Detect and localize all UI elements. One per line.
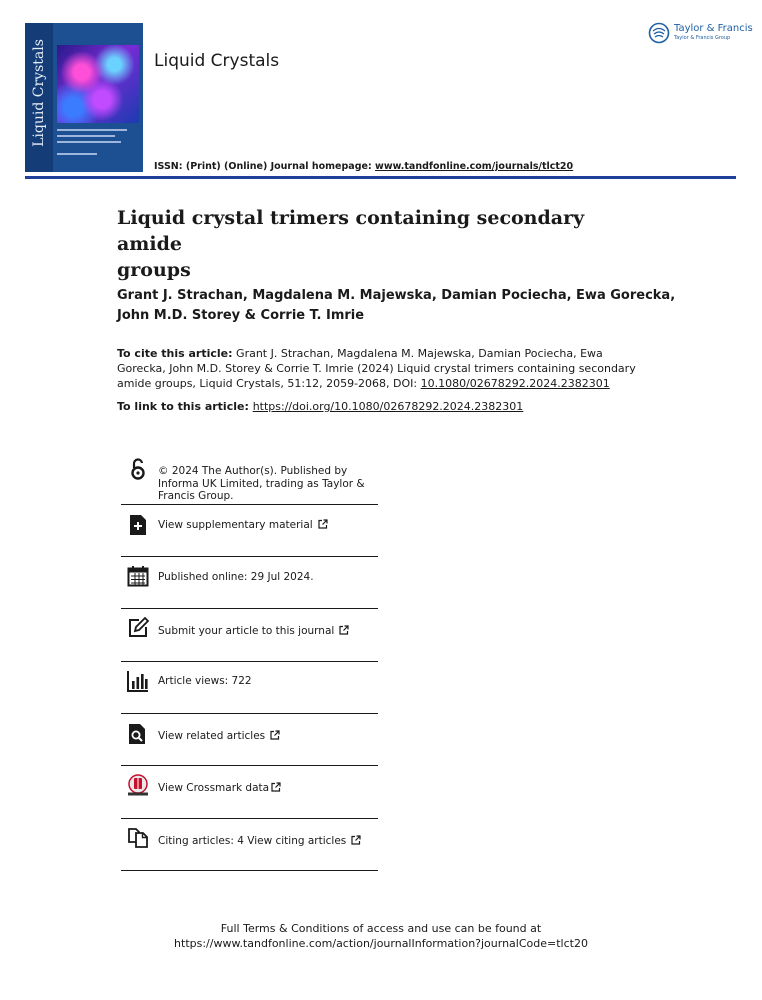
external-link-icon	[270, 730, 280, 740]
cover-artwork	[57, 45, 139, 123]
external-link-icon	[318, 519, 328, 529]
article-views-text: Article views: 722	[158, 675, 252, 687]
list-item-published	[121, 557, 378, 609]
list-item-label	[158, 782, 281, 795]
citation-doi-link[interactable]: 10.1080/02678292.2024.2382301	[420, 377, 610, 390]
submit-article-link[interactable]: Submit your article to this journal	[158, 625, 335, 637]
terms-footer-link[interactable]: https://www.tandfonline.com/action/journalInformation?journalCode=tlct20	[174, 937, 588, 950]
citing-articles-link[interactable]: Citing articles: 4 View citing articles	[158, 835, 347, 847]
list-item-label	[158, 519, 328, 532]
article-title-line-2: groups	[117, 259, 191, 281]
citation-text: Grant J. Strachan, Magdalena M. Majewska, Damian Pociecha, Ewa Gorecka, John M.D. Storey & Corrie T. Imrie (2024) Liquid crystal trimers containing secondary amide groups, Liquid Crystals, 51:12, 2059-2068, DOI:	[117, 347, 636, 390]
supplementary-icon	[127, 514, 149, 536]
article-link-line	[117, 399, 523, 414]
edit-icon	[127, 617, 149, 639]
crossmark-link[interactable]: View Crossmark data	[158, 782, 270, 794]
publisher-logo[interactable]	[648, 22, 753, 44]
article-link-label: To link to this article:	[117, 400, 253, 413]
list-item-label	[158, 835, 361, 848]
list-item-crossmark[interactable]	[121, 766, 378, 819]
external-link-icon	[351, 835, 361, 845]
article-doi-link[interactable]: https://doi.org/10.1080/02678292.2024.2382301	[252, 400, 524, 413]
issn-label: ISSN: (Print) (Online) Journal homepage:	[154, 161, 376, 172]
crossmark-icon	[127, 774, 149, 796]
list-item-label	[158, 625, 349, 638]
related-articles-link[interactable]: View related articles	[158, 730, 266, 742]
cover-spine-title: Liquid Crystals	[31, 39, 47, 147]
issn-homepage-line	[154, 161, 573, 172]
journal-homepage-link[interactable]: www.tandfonline.com/journals/tlct20	[375, 161, 574, 172]
article-info-list	[121, 455, 378, 871]
article-title	[117, 205, 637, 283]
list-item-license	[121, 455, 378, 505]
authors-line-2: John M.D. Storey & Corrie T. Imrie	[117, 308, 365, 323]
publisher-tagline: Taylor & Francis Group	[674, 35, 731, 41]
list-item-label	[158, 730, 280, 743]
bar-chart-icon	[127, 670, 149, 692]
list-item-views	[121, 662, 378, 714]
publisher-logo-icon	[648, 22, 670, 44]
list-item-citing[interactable]	[121, 819, 378, 871]
list-item-related[interactable]	[121, 714, 378, 766]
external-link-icon	[339, 625, 349, 635]
search-document-icon	[127, 723, 149, 745]
journal-cover-image	[25, 23, 143, 172]
header-divider	[25, 176, 736, 179]
published-date-text: Published online: 29 Jul 2024.	[158, 571, 314, 583]
external-link-icon	[271, 782, 281, 792]
list-item-supplementary[interactable]	[121, 505, 378, 557]
journal-title[interactable]: Liquid Crystals	[154, 51, 280, 71]
citation-block	[117, 346, 652, 391]
authors-line-1: Grant J. Strachan, Magdalena M. Majewska, Damian Pociecha, Ewa Gorecka,	[117, 288, 676, 303]
citation-label: To cite this article:	[117, 347, 233, 360]
publisher-name: Taylor & Francis	[674, 23, 753, 34]
article-authors	[117, 286, 677, 326]
terms-footer	[0, 921, 762, 951]
list-item-submit[interactable]	[121, 609, 378, 662]
calendar-icon	[127, 565, 149, 587]
license-text: © 2024 The Author(s). Published by Informa UK Limited, trading as Taylor & Francis Group.	[158, 465, 365, 502]
citing-articles-icon	[127, 826, 149, 848]
supplementary-link[interactable]: View supplementary material	[158, 519, 313, 531]
article-title-line-1: Liquid crystal trimers containing secondary amide	[117, 207, 585, 255]
open-access-icon	[127, 458, 149, 480]
terms-footer-line-1: Full Terms & Conditions of access and use can be found at	[220, 922, 542, 935]
